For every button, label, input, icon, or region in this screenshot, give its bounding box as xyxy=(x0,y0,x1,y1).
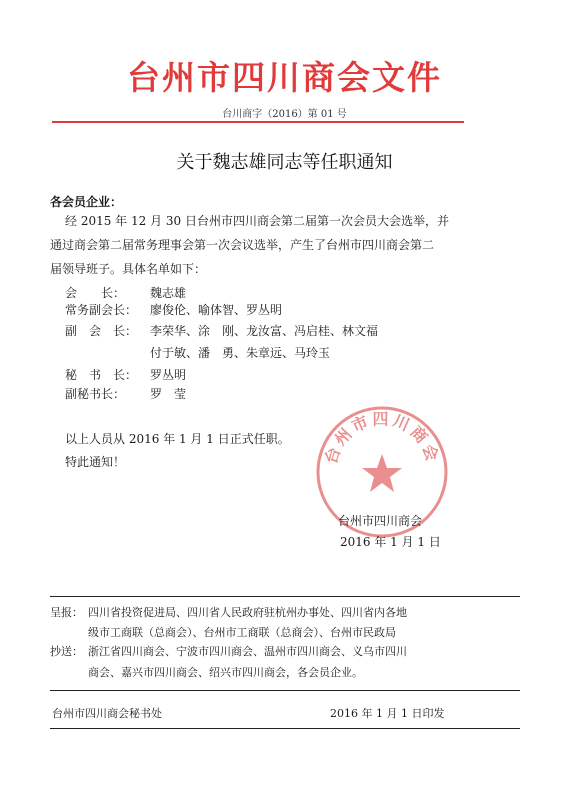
submit-to-label: 呈报： xyxy=(50,606,83,619)
copy-to-line: 商会、嘉兴市四川商会、绍兴市四川商会，各会员企业。 xyxy=(88,666,363,679)
appointment-names: 付于敏、潘 勇、朱章远、马玲玉 xyxy=(150,346,331,360)
appointment-role: 副秘书长： xyxy=(65,387,126,401)
footer-top-rule xyxy=(50,690,520,691)
footer-bottom-rule xyxy=(50,728,520,729)
appointment-row xyxy=(0,322,569,340)
appointment-names: 李荣华、涂 刚、龙汝富、冯启桂、林文福 xyxy=(150,324,379,338)
footer-issuer: 台州市四川商会秘书处 xyxy=(52,707,162,720)
copy-to-label: 抄送： xyxy=(50,645,83,658)
appointment-row xyxy=(0,301,569,319)
submit-to-line: 级市工商联（总商会）、台州市工商联（总商会）、台州市民政局 xyxy=(88,626,396,639)
appointment-role: 常务副会长： xyxy=(65,303,138,317)
appointment-row xyxy=(0,366,569,384)
salutation: 各会员企业： xyxy=(50,195,123,209)
copy-to-line: 浙江省四川商会、宁波市四川商会、温州市四川商会、义乌市四川 xyxy=(88,645,407,658)
letterhead-title: 台州市四川商会文件 xyxy=(127,58,442,97)
appointment-role: 秘 书 长： xyxy=(65,368,138,382)
appointment-names: 罗 莹 xyxy=(150,387,187,401)
appointment-role: 副 会 长： xyxy=(65,324,138,338)
body-paragraph-line: 通过商会第二届常务理事会第一次会议选举，产生了台州市四川商会第二 xyxy=(50,238,435,252)
submit-to-line: 四川省投资促进局、四川省人民政府驻杭州办事处、四川省内各地 xyxy=(88,606,407,619)
signature-organization: 台州市四川商会 xyxy=(338,514,423,528)
appointment-row xyxy=(0,344,569,362)
notice-title: 关于魏志雄同志等任职通知 xyxy=(176,152,393,173)
effective-date-line: 以上人员从 2016 年 1 月 1 日正式任职。 xyxy=(65,432,290,446)
footer-print-date: 2016 年 1 月 1 日印发 xyxy=(330,707,445,720)
appointment-role: 会 长： xyxy=(65,286,126,300)
distribution-top-rule xyxy=(50,596,520,597)
svg-text:台州市四川商会: 台州市四川商会 xyxy=(321,409,443,467)
appointment-names: 廖俊伦、喻体智、罗丛明 xyxy=(150,303,283,317)
letterhead-red-rule xyxy=(52,121,464,123)
signature-date: 2016 年 1 月 1 日 xyxy=(340,535,441,549)
body-paragraph-line: 经 2015 年 12 月 30 日台州市四川商会第二届第一次会员大会选举，并 xyxy=(65,214,449,228)
body-paragraph-line: 届领导班子。具体名单如下： xyxy=(50,262,207,276)
appointment-names: 罗丛明 xyxy=(150,368,187,382)
appointment-names: 魏志雄 xyxy=(150,286,187,300)
notice-closing: 特此通知！ xyxy=(65,455,126,469)
appointment-row xyxy=(0,284,569,302)
document-number: 台川商字（2016）第 01 号 xyxy=(222,109,347,120)
appointment-row xyxy=(0,385,569,403)
